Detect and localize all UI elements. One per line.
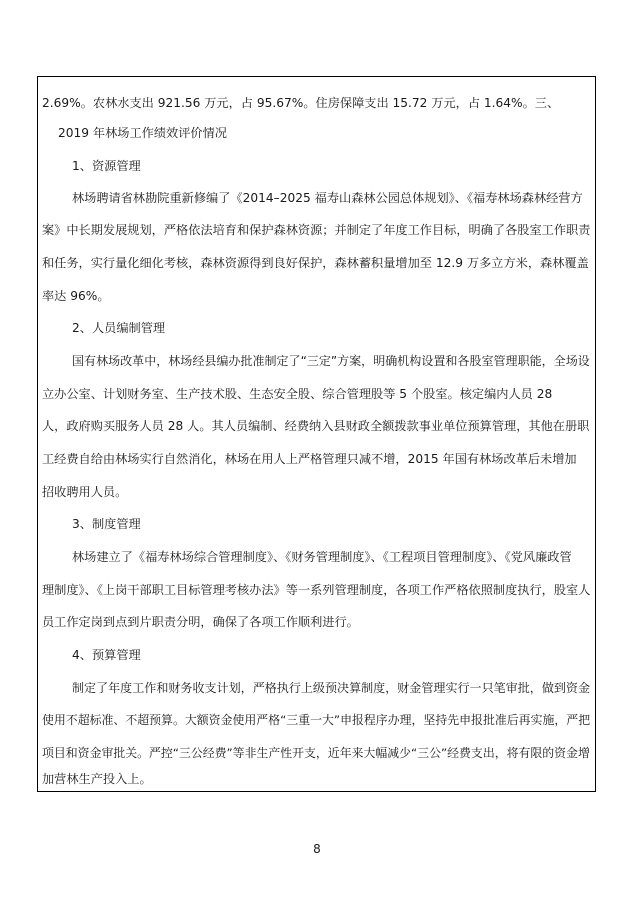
text-line: 制定了年度工作和财务收支计划，严格执行上级预决算制度，财金管理实行一只笔审批，做到资金 bbox=[72, 681, 591, 695]
text-line: 加营林生产投入上。 bbox=[42, 772, 152, 786]
text-line: 立办公室、计划财务室、生产技术股、生态安全股、综合管理股等 5 个股室。核定编内人员 28 bbox=[42, 387, 553, 401]
page-number: 8 bbox=[313, 842, 321, 856]
subsection-heading: 3、制度管理 bbox=[72, 517, 141, 531]
subsection-heading: 1、资源管理 bbox=[72, 159, 141, 173]
text-line: 使用不超标准、不超预算。大额资金使用严格“三重一大”申报程序办理，坚持先申报批准后再实施，严把 bbox=[42, 713, 591, 727]
text-line: 项目和资金审批关。严控“三公经费”等非生产性开支，近年来大幅减少“三公”经费支出，将有限的资金增 bbox=[42, 746, 590, 760]
subsection-heading: 2、人员编制管理 bbox=[72, 321, 166, 335]
text-line: 和任务，实行量化细化考核，森林资源得到良好保护，森林蓄积量增加至 12.9 万多立方米，森林覆盖 bbox=[42, 256, 589, 270]
text-line: 林场建立了《福寿林场综合管理制度》、《财务管理制度》、《工程项目管理制度》、《党风廉政管 bbox=[72, 550, 572, 564]
text-line: 2.69%。农林水支出 921.56 万元，占 95.67%。住房保障支出 15.72 万元，占 1.64%。三、 bbox=[42, 96, 560, 110]
text-line: 工经费自给由林场实行自然消化，林场在用人上严格管理只减不增，2015 年国有林场改革后未增加 bbox=[42, 452, 577, 466]
text-line: 国有林场改革中，林场经县编办批准制定了“三定”方案，明确机构设置和各股室管理职能，全场设 bbox=[72, 354, 590, 368]
subsection-heading: 4、预算管理 bbox=[72, 648, 141, 662]
text-line: 案》中长期发展规划，严格依法培育和保护森林资源；并制定了年度工作目标，明确了各股室工作职责 bbox=[42, 223, 591, 237]
text-line: 人，政府购买服务人员 28 人。其人员编制、经费纳入县财政全额拨款事业单位预算管理，其他在册职 bbox=[42, 419, 590, 433]
text-line: 招收聘用人员。 bbox=[42, 485, 128, 499]
text-line: 员工作定岗到点到片职责分明，确保了各项工作顺利进行。 bbox=[42, 615, 359, 629]
text-line: 林场聘请省林勘院重新修编了《2014–2025 福寿山森林公园总体规划》、《福寿林场森林经营方 bbox=[72, 191, 583, 205]
text-line: 理制度》、《上岗干部职工目标管理考核办法》等一系列管理制度，各项工作严格依照制度执行，股室人 bbox=[42, 583, 591, 597]
text-line: 率达 96%。 bbox=[42, 289, 110, 303]
section-heading: 2019 年林场工作绩效评价情况 bbox=[58, 126, 227, 140]
